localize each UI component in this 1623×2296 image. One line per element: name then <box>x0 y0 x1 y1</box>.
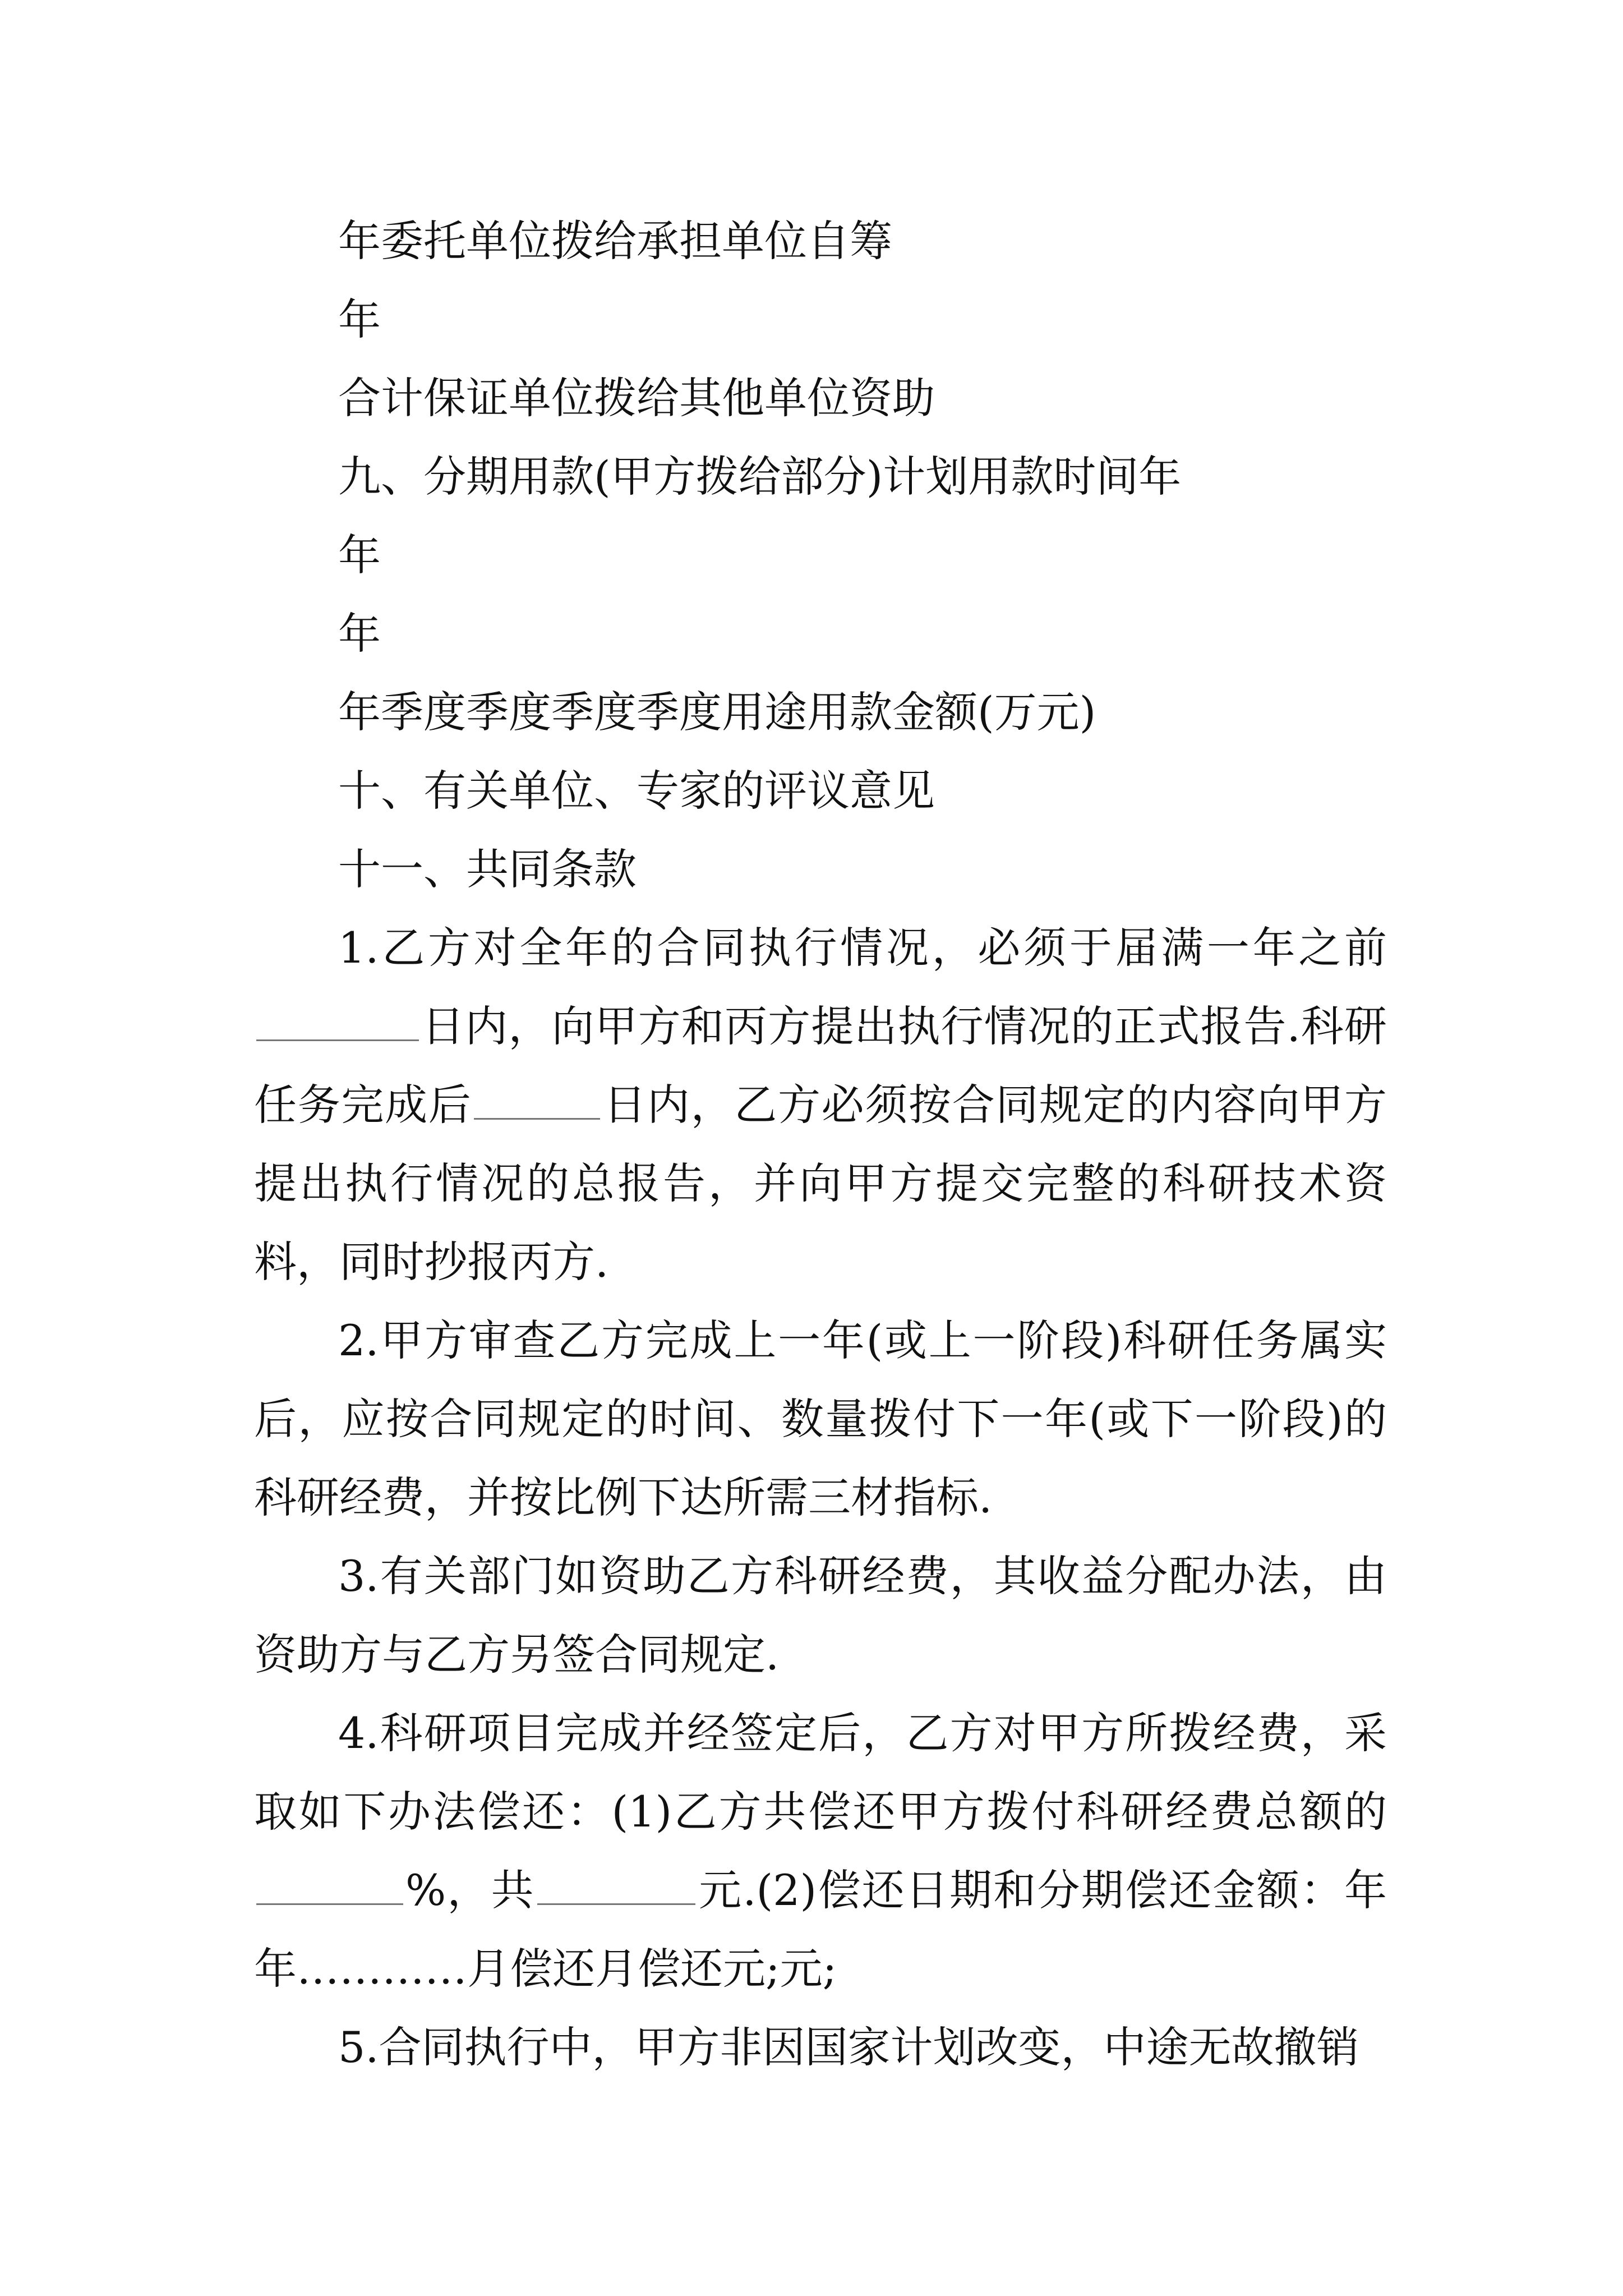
clause-4 <box>254 1694 1387 2008</box>
text-line: 年季度季度季度季度用途用款金额(万元) <box>338 687 1096 737</box>
clause-1-text: 日内，乙方必须按合同规定的内容向甲方提出执行情况的总报告，并向甲方提交完整的科研技术资料，同时抄报丙方. <box>254 1080 1387 1287</box>
fill-in-blank <box>474 1078 600 1120</box>
text-line: 年 <box>338 530 381 580</box>
section-heading-10: 十、有关单位、专家的评议意见 <box>338 766 935 816</box>
text-line: 年 <box>338 295 381 344</box>
clause-4-text: %，共 <box>405 1865 535 1915</box>
fill-in-blank <box>256 1863 403 1905</box>
clause-1 <box>254 909 1387 1301</box>
clause-4-text: 元.(2)偿还日期和分期偿还金额：年年…………月偿还月偿还元;元; <box>254 1865 1387 1994</box>
text-line: 年 <box>338 609 381 659</box>
section-heading-9: 九、分期用款(甲方拨给部分)计划用款时间年 <box>338 452 1182 501</box>
document-body <box>254 202 1387 2087</box>
fill-in-blank <box>537 1863 695 1905</box>
clause-1-text: 日内，向甲方和丙方提出执行情况的正式报告.科研任务完成后 <box>254 1001 1387 1130</box>
clause-3: 3.有关部门如资助乙方科研经费，其收益分配办法，由资助方与乙方另签合同规定. <box>254 1551 1387 1680</box>
fill-in-blank <box>256 999 419 1041</box>
text-line: 合计保证单位拨给其他单位资助 <box>338 373 935 423</box>
clause-2: 2.甲方审查乙方完成上一年(或上一阶段)科研任务属实后，应按合同规定的时间、数量拨付下一年(或下一阶段)的科研经费，并按比例下达所需三材指标. <box>254 1315 1387 1522</box>
clause-4-text: 4.科研项目完成并经签定后，乙方对甲方所拨经费，采取如下办法偿还：(1)乙方共偿还甲方拨付科研经费总额的 <box>254 1708 1387 1837</box>
clause-5: 5.合同执行中，甲方非因国家计划改变，中途无故撤销 <box>338 2022 1359 2072</box>
text-line: 年委托单位拨给承担单位自筹 <box>338 216 892 266</box>
section-heading-11: 十一、共同条款 <box>338 844 637 894</box>
clause-1-text: 1.乙方对全年的合同执行情况，必须于届满一年之前 <box>338 923 1387 973</box>
